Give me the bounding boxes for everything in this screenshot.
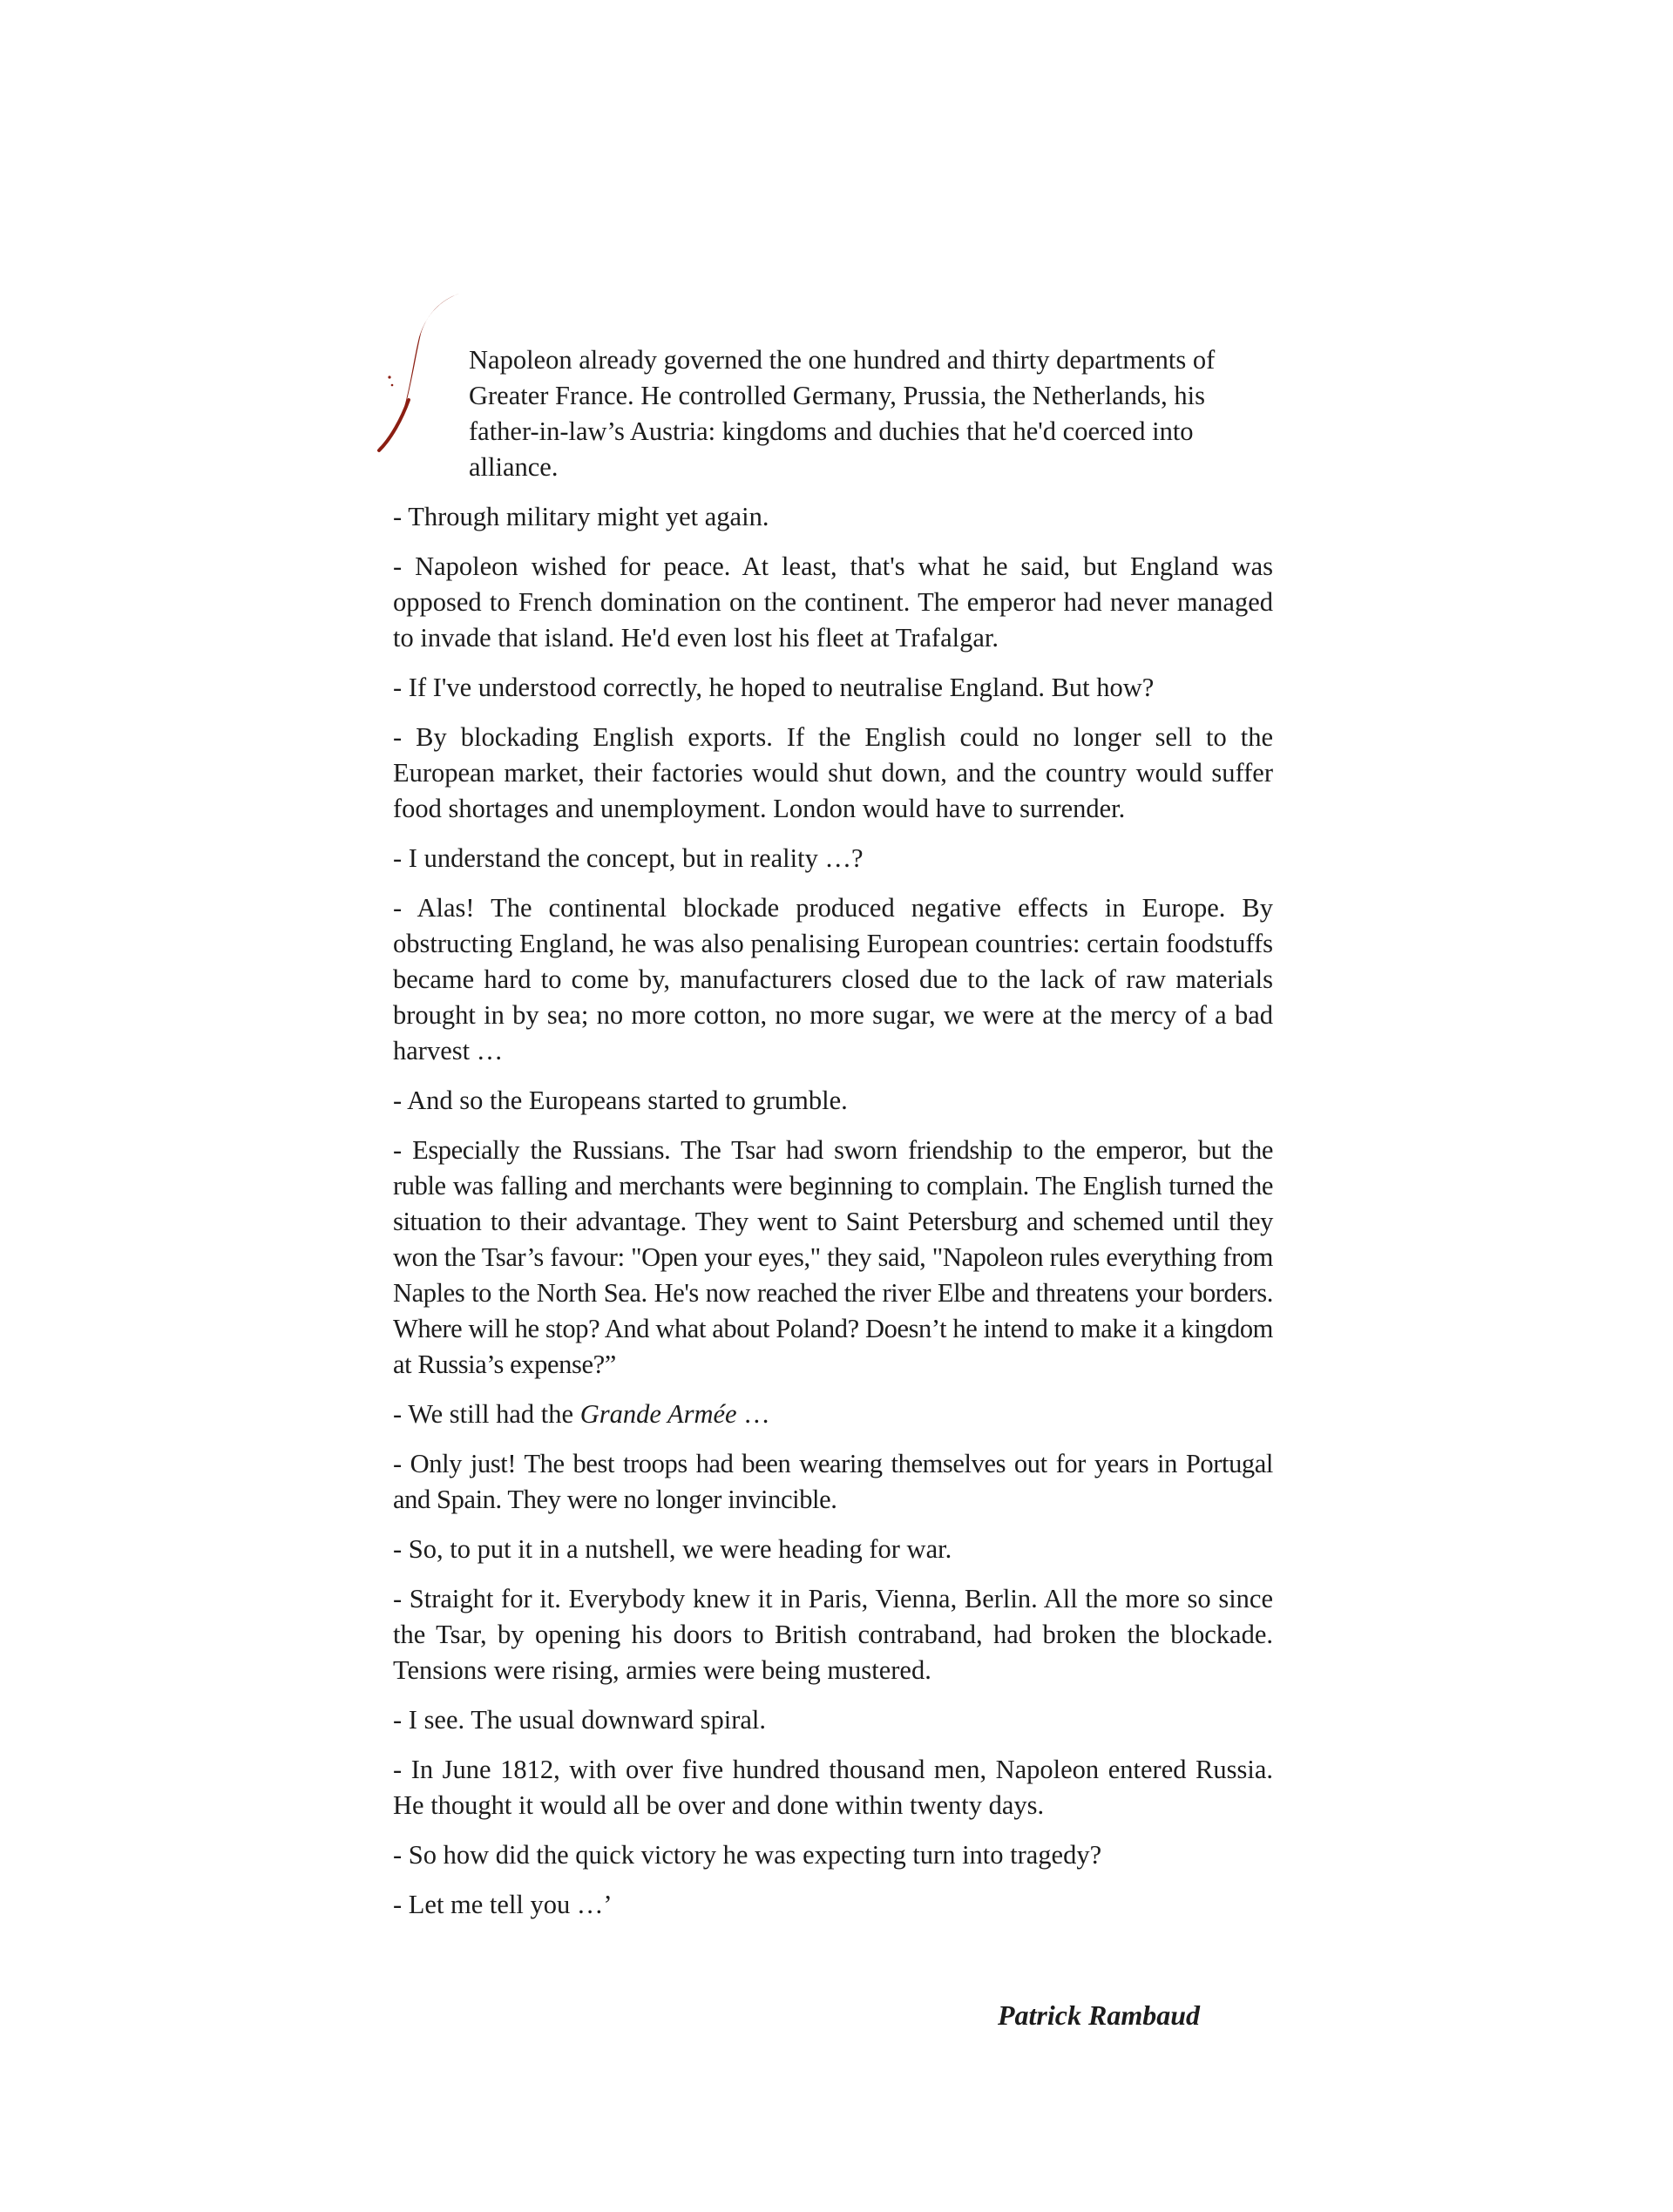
drop-cap-initial-i bbox=[376, 288, 463, 454]
article-body bbox=[393, 342, 1273, 1923]
paragraph-7: - And so the Europeans started to grumble. bbox=[393, 1086, 848, 1115]
paragraph-4: - By blockading English exports. If the English could no longer sell to the European market, their factories would shut down, and the country would suffer food shortages and unemployment. London would have to surrender. bbox=[393, 722, 1273, 823]
grande-armee-suffix: … bbox=[736, 1399, 770, 1429]
paragraph-10: - Only just! The best troops had been wearing themselves out for years in Portugal and Spain. They were no longer invincible. bbox=[393, 1449, 1273, 1514]
grande-armee-italic: Grande Armée bbox=[579, 1399, 737, 1429]
paragraph-1: - Through military might yet again. bbox=[393, 502, 769, 531]
paragraph-5: - I understand the concept, but in reality …? bbox=[393, 843, 864, 873]
grande-armee-prefix: - We still had the bbox=[393, 1399, 580, 1429]
paragraph-grande-armee bbox=[393, 1397, 1273, 1432]
paragraph-14: - In June 1812, with over five hundred thousand men, Napoleon entered Russia. He thought it would all be over and done within twenty days. bbox=[393, 1755, 1273, 1820]
paragraph-6: - Alas! The continental blockade produced negative effects in Europe. By obstructing England, he was also penalising European countries: certain foodstuffs became hard to come by, manufacturers closed due to the lack of raw materials brought in by sea; no more cotton, no more sugar, we were at the mercy of a bad harvest … bbox=[393, 893, 1273, 1065]
paragraph-2: - Napoleon wished for peace. At least, that's what he said, but England was opposed to French domination on the continent. The emperor had never managed to invade that island. He'd even lost his fleet at Trafalgar. bbox=[393, 551, 1273, 653]
paragraph-3: - If I've understood correctly, he hoped to neutralise England. But how? bbox=[393, 673, 1155, 702]
paragraph-11: - So, to put it in a nutshell, we were heading for war. bbox=[393, 1534, 952, 1564]
author-signature: Patrick Rambaud bbox=[997, 1999, 1200, 2031]
lead-paragraph: Napoleon already governed the one hundred and thirty departments of Greater France. He controlled Germany, Prussia, the Netherlands, his father-in-law’s Austria: kingdoms and duchies that he'd coerced into alliance. bbox=[469, 345, 1216, 482]
paragraph-16: - Let me tell you …’ bbox=[393, 1890, 613, 1919]
paragraph-13: - I see. The usual downward spiral. bbox=[393, 1705, 767, 1735]
paragraph-8: - Especially the Russians. The Tsar had sworn friendship to the emperor, but the ruble was falling and merchants were beginning to complain. The English turned the situation to their advantage. They went to Saint Petersburg and schemed until they won the Tsar’s favour: "Open your eyes," they said, "Napoleon rules everything from Naples to the North Sea. He's now reached the river Elbe and threatens your borders. Where will he stop? And what about Poland? Doesn’t he intend to make it a kingdom at Russia’s expense?” bbox=[393, 1135, 1273, 1379]
paragraph-15: - So how did the quick victory he was expecting turn into tragedy? bbox=[393, 1840, 1102, 1870]
paragraph-12: - Straight for it. Everybody knew it in Paris, Vienna, Berlin. All the more so since the Tsar, by opening his doors to British contraband, had broken the blockade. Tensions were rising, armies were being mustered. bbox=[393, 1584, 1273, 1685]
